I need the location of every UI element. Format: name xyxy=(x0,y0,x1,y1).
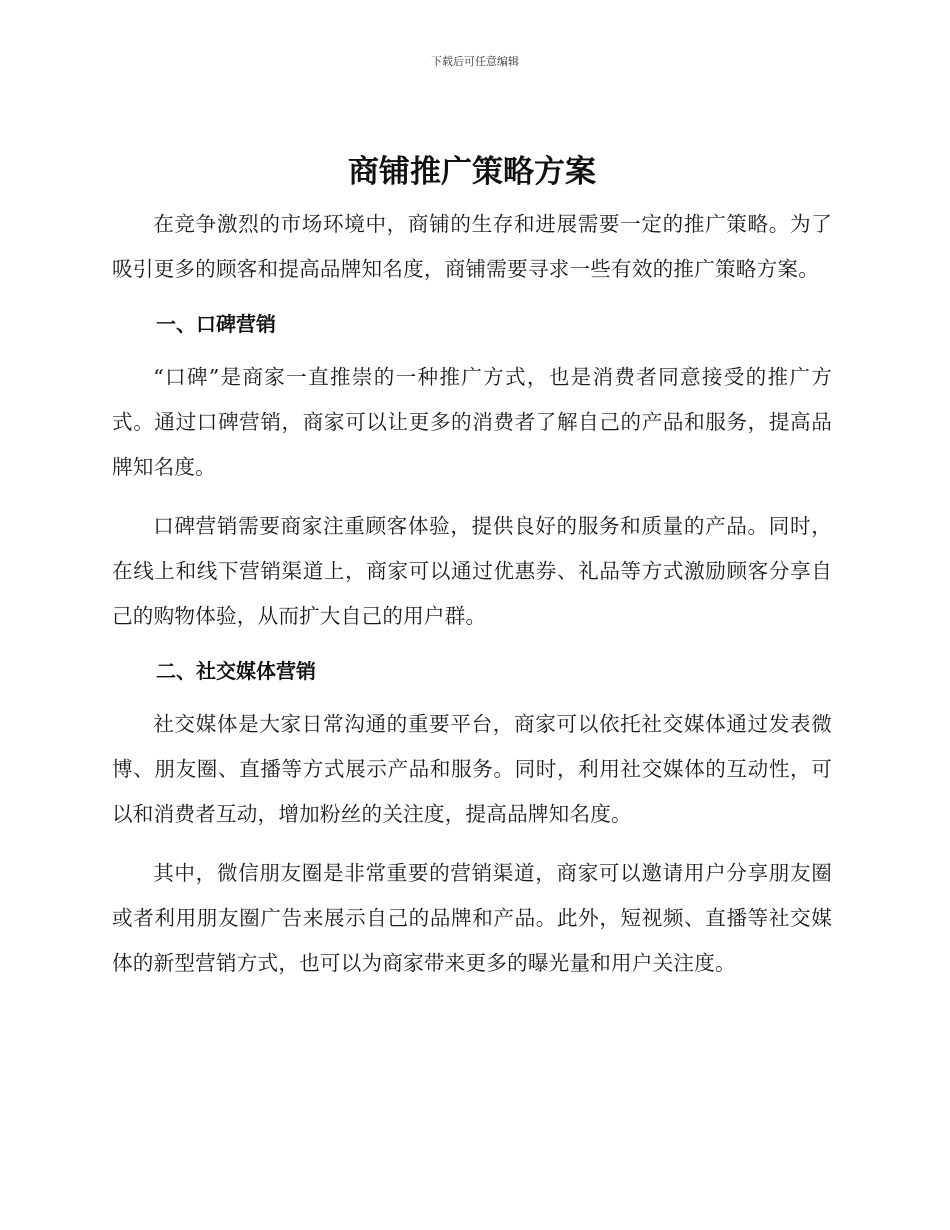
document-title: 商铺推广策略方案 xyxy=(348,154,596,190)
section-2-paragraph-1: 社交媒体是大家日常沟通的重要平台，商家可以依托社交媒体通过发表微博、朋友圈、直播等方式展示产品和服务。同时，利用社交媒体的互动性，可以和消费者互动，增加粉丝的关注度，提高品牌知名度。 xyxy=(112,712,832,826)
intro-paragraph: 在竞争激烈的市场环境中，商铺的生存和进展需要一定的推广策略。为了吸引更多的顾客和提高品牌知名度，商铺需要寻求一些有效的推广策略方案。 xyxy=(112,212,832,281)
section-1-paragraph-2: 口碑营销需要商家注重顾客体验，提供良好的服务和质量的产品。同时，在线上和线下营销渠道上，商家可以通过优惠券、礼品等方式激励顾客分享自己的购物体验，从而扩大自己的用户群。 xyxy=(112,514,832,628)
section-1-paragraph-1: “口碑”是商家一直推崇的一种推广方式，也是消费者同意接受的推广方式。通过口碑营销，商家可以让更多的消费者了解自己的产品和服务，提高品牌知名度。 xyxy=(112,365,832,479)
header-note: 下载后可任意编辑 xyxy=(431,55,519,68)
section-2-paragraph-2: 其中，微信朋友圈是非常重要的营销渠道，商家可以邀请用户分享朋友圈或者利用朋友圈广告来展示自己的品牌和产品。此外，短视频、直播等社交媒体的新型营销方式，也可以为商家带来更多的曝光量和用户关注度。 xyxy=(112,861,832,975)
document-body xyxy=(112,150,832,986)
section-heading-word-of-mouth: 一、口碑营销 xyxy=(156,312,276,336)
section-heading-social-media: 二、社交媒体营销 xyxy=(156,659,316,683)
